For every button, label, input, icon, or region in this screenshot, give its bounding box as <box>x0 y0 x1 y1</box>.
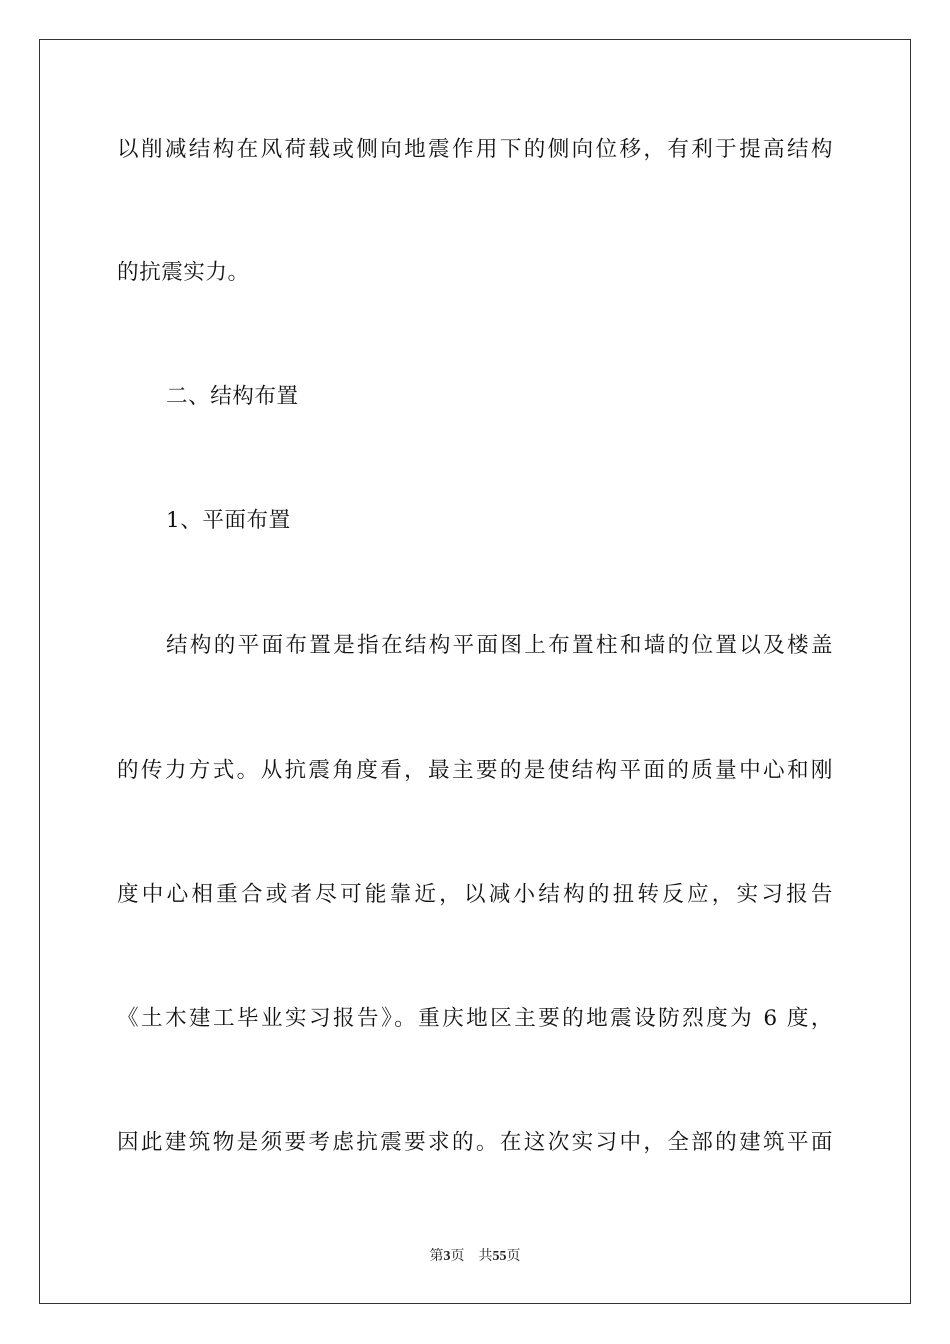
paragraph-line: 以削减结构在风荷载或侧向地震作用下的侧向位移，有利于提高结构 <box>117 137 833 162</box>
paragraph-line: 因此建筑物是须要考虑抗震要求的。在这次实习中，全部的建筑平面 <box>117 1130 833 1155</box>
page-footer <box>0 1246 950 1267</box>
page-number: 3 <box>443 1249 451 1264</box>
paragraph-line: 《土木建工毕业实习报告》。重庆地区主要的地震设防烈度为 6 度， <box>117 1006 833 1031</box>
paragraph-line: 度中心相重合或者尽可能靠近，以减小结构的扭转反应，实习报告 <box>117 882 833 907</box>
page-prefix: 第 <box>429 1248 444 1264</box>
paragraph-line: 的传力方式。从抗震角度看，最主要的是使结构平面的质量中心和刚 <box>117 758 833 783</box>
paragraph-line: 的抗震实力。 <box>117 260 250 285</box>
subsection-heading: 1、平面布置 <box>166 508 291 533</box>
page-border <box>39 39 911 1304</box>
total-pages: 55 <box>492 1249 507 1264</box>
total-prefix: 共 <box>478 1248 493 1264</box>
total-suffix: 页 <box>506 1248 521 1264</box>
page-suffix: 页 <box>450 1248 465 1264</box>
section-heading: 二、结构布置 <box>166 384 299 409</box>
paragraph-line: 结构的平面布置是指在结构平面图上布置柱和墙的位置以及楼盖 <box>166 633 833 658</box>
